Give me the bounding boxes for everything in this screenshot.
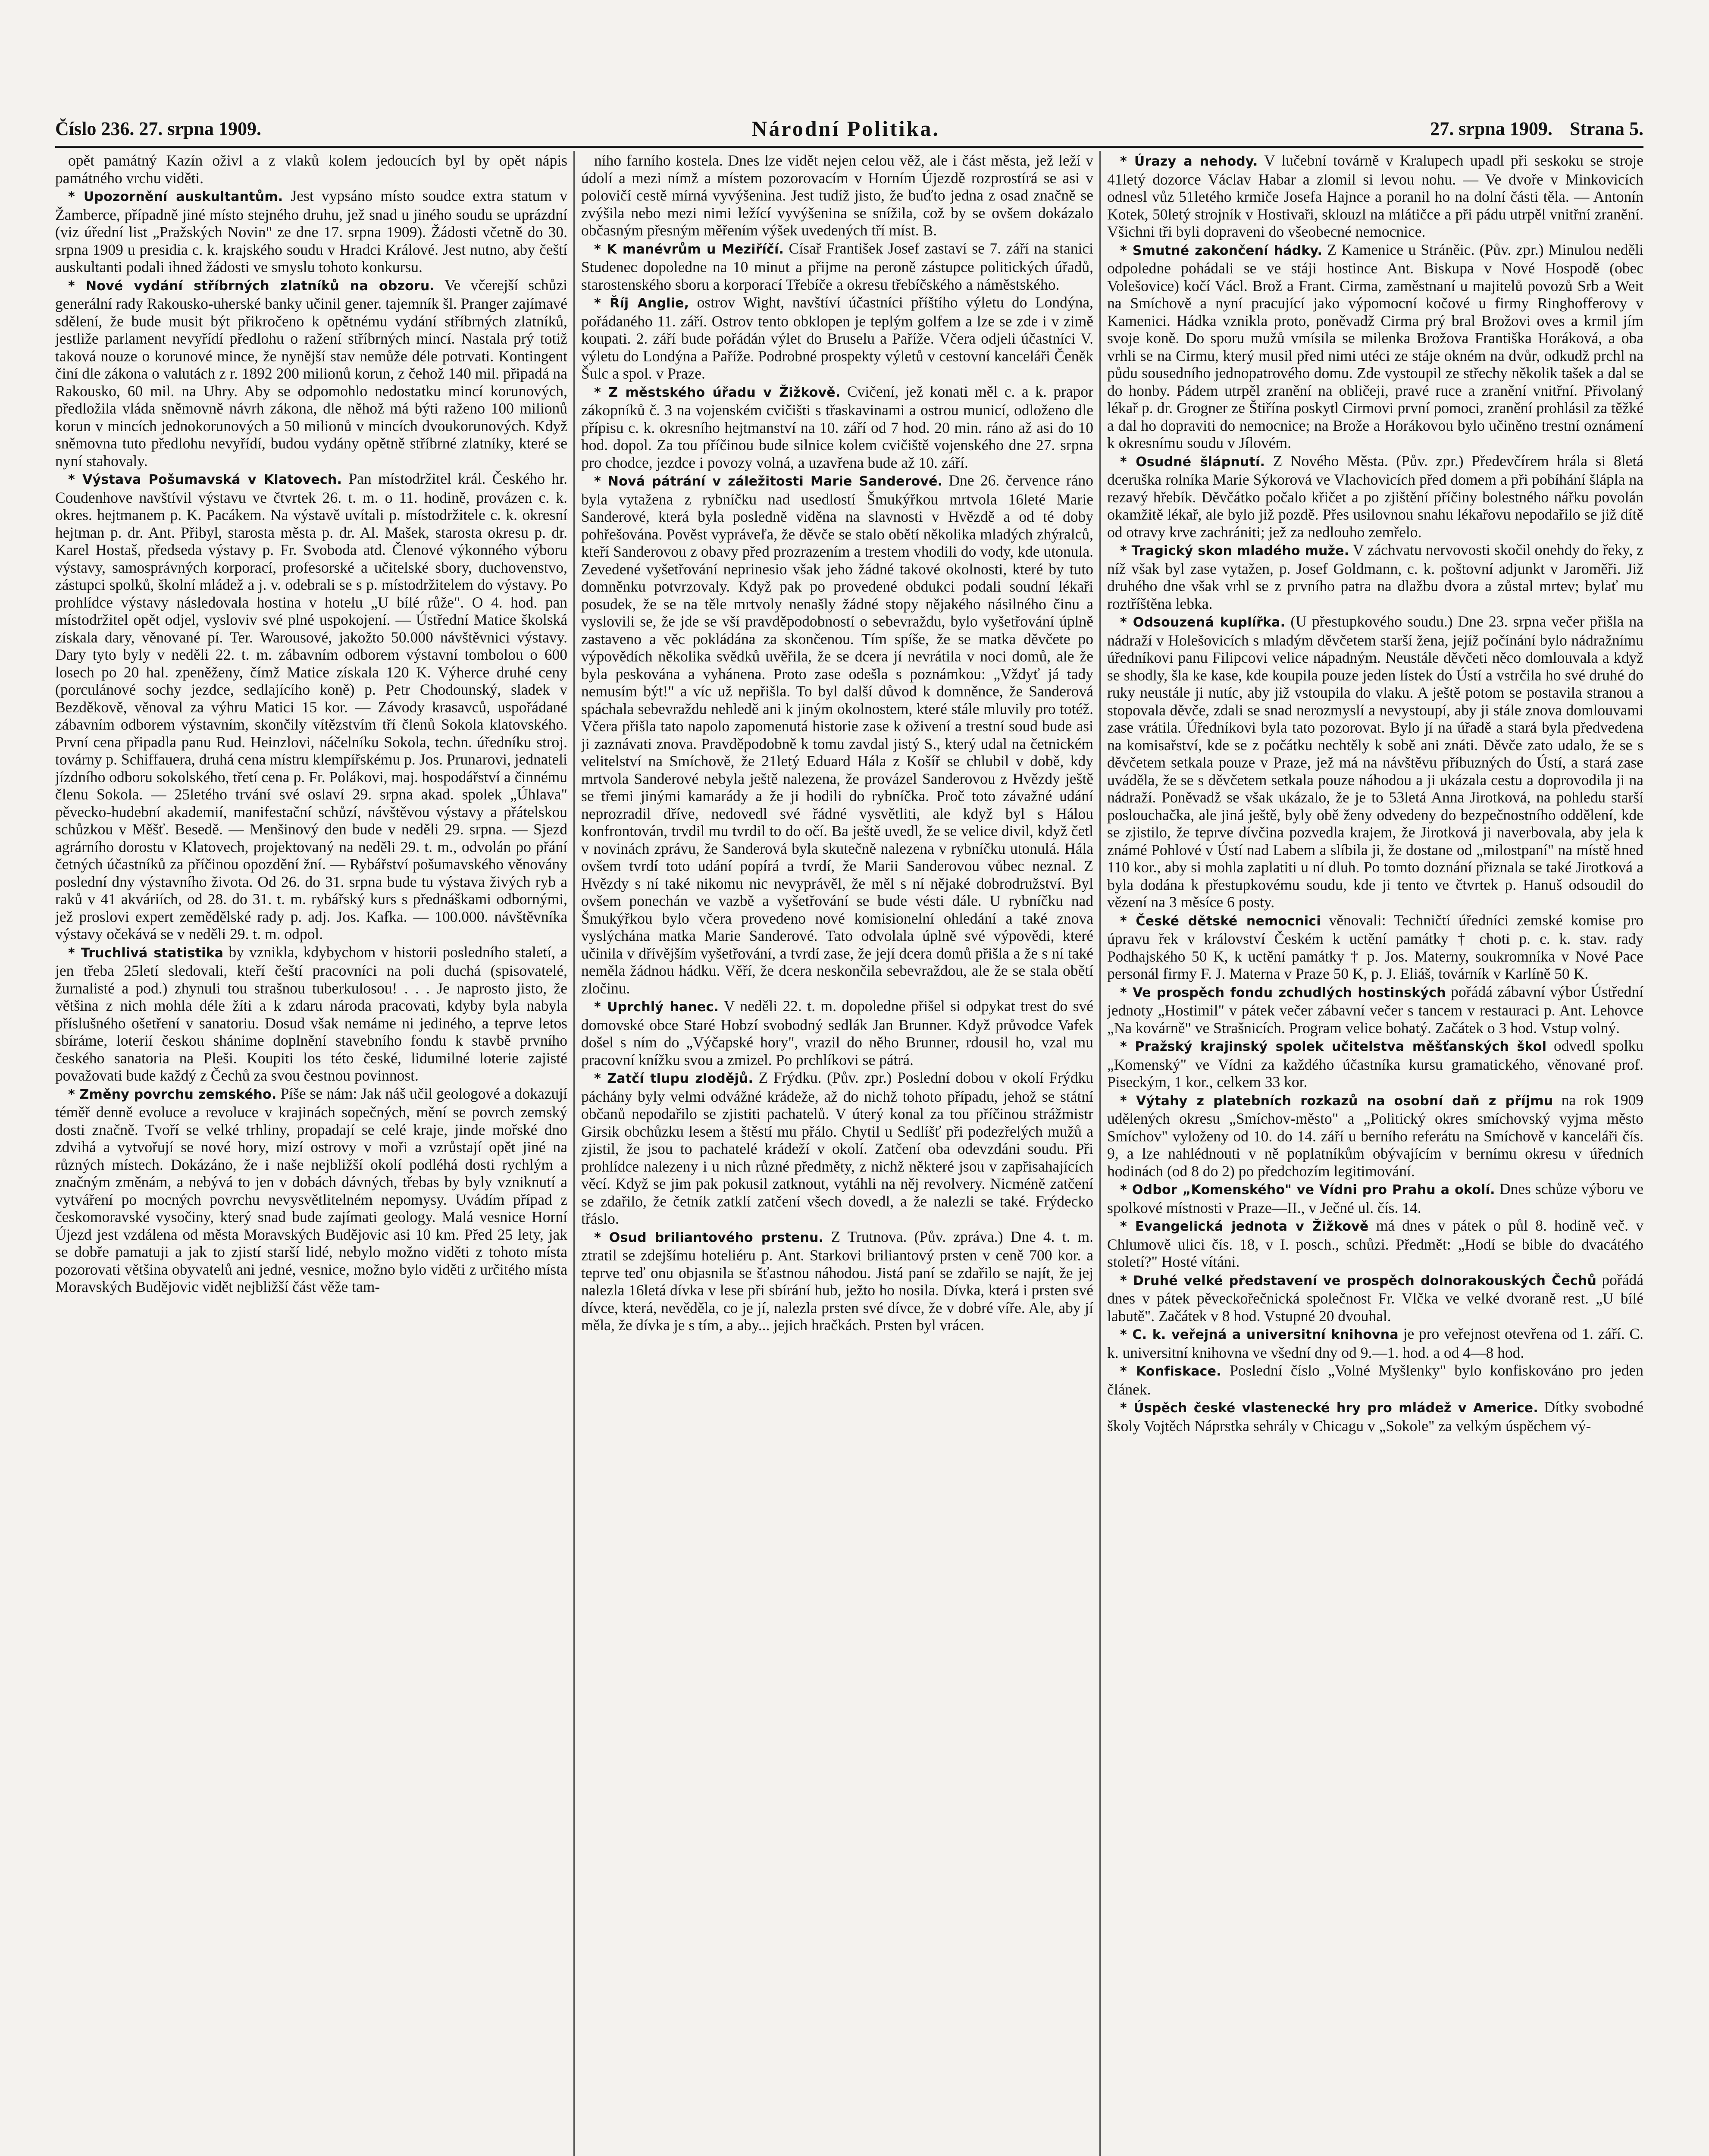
article-text: Ve včerejší schůzi generální rady Rakousko-uherské banky učinil gener. tajemník šl. Pranger zajímavé sdělení, že bude musit být přikročeno k opětnému vydání stříbrných zlatníků, jestliže parlament nevyřídí předlohu o ražení stříbrných mincí. Nastala prý totiž taková nouze o korunové mince, že nynější stav nemůže déle potrvati. Kontingent činí dle zákona o valutách z r. 1892 200 milionů korun, z čehož 140 mil. připadá na Rakousko, 60 mil. na Uhry. Aby se odpomohlo nedostatku mincí korunových, předložila vláda sněmovně návrh zákona, dle něhož má býti raženo 100 milionů korun v mincích jednokorunových a 50 milionů v mincích dvoukorunových. Když sněmovna tuto předlohu nevyřídí, budou vydány opětně stříbrné zlatníky, které se nyní stahovaly. (55, 276, 567, 470)
article-paragraph (1107, 452, 1643, 541)
article-paragraph (1107, 1398, 1643, 1435)
article-heading: * Konfiskace. (1120, 1364, 1221, 1379)
article-text: by vznikla, kdybychom v historii posledního staletí, a jen třeba 25letí sledovali, kteří čeští pracovníci na poli duchá (spisovatelé, žurnalisté a pod.) zhynuli tou strašnou tuberkulosou! . . . Je naprosto jisto, že většina z nich mohla déle žíti a k zdaru národa pracovati, kdyby byla nabyla příslušného ošetření v sanatoriu. Dosud však nemáme ni jediného, a teprve letos sbíráme, loterií českou shánime doplnění stavebního fondu k stavbě prvního českého sanatoria na Pleši. Koupiti los této české, lidumilné loterie zajisté považovati bude každý z Čechů za svou čestnou povinnost. (55, 943, 567, 1084)
article-paragraph (581, 1228, 1093, 1334)
article-heading: * Druhé velké představení ve prospěch dolnorakouských Čechů (1120, 1273, 1597, 1288)
article-heading: * Odbor „Komenského" ve Vídni pro Prahu a okolí. (1120, 1182, 1495, 1197)
article-text: má dnes v pátek o půl 8. hodině več. v Chlumově ulici čís. 18, v I. posch., schůzi. Předmět: „Hodí se bible do dvacátého století?" Hosté vítáni. (1107, 1217, 1643, 1270)
article-heading: * Úspěch české vlastenecké hry pro mládež v Americe. (1120, 1401, 1538, 1416)
article-text: pořádá dnes v pátek pěveckořečnická společnost Fr. Vlčka ve velké dvoraně rest. „U bílé labutě". Začátek v 8 hod. Vstupné 20 dvouhal. (1107, 1271, 1643, 1325)
article-heading: * Smutné zakončení hádky. (1120, 243, 1323, 258)
article-paragraph (1107, 241, 1643, 452)
column-3 (1107, 152, 1643, 2156)
article-text: (U přestupkového soudu.) Dne 23. srpna večer přišla na nádraží v Holešovicích s mladým děvčetem starší žena, jejíž počínání bylo nádražnímu úředníkovi panu Filipcovi velice nápadným. Neustále děvčeti něco domlouvala a když se shodly, šla ke kase, kde koupila pouze jeden lístek do Ústí a vstrčila ho své druhé do ruky neustále ji nutíc, aby již vstoupila do vlaku. A ještě potom se postavila stranou a stopovala děvče, zdali se snad nerozmyslí a nevystoupí, aby ji stále znova domlouvami zase vrátila. Úředníkovi byla tato pozorovat. Bylo jí na úřadě a stará byla předvedena na komisařství, kde se z počátku nechtěly k sobě ani znáti. Děvče zato udalo, že se s děvčetem setkala pouze v Praze, jež má na návštěvu příbuzných do Ústí, a stará zase uváděla, že se s děvčetem setkala pouze náhodou a ji ukázala cestu a doprovodila ji na nádraží. Poněvadž se však ukázalo, že je to 53letá Anna Jirotková, na pohledu starší poslouchačka, ale jiná ještě, byly obě ženy odvedeny do bezpečnostního oddělení, kde se zjistilo, že teprve dívčina pozvedla krajem, že Jirotková ji naverbovala, aby jela k známé Pohlové v Ústí nad Labem a slíbila ji, že dostane od „milostpaní" na místě hned 110 kor., aby si mohla zaplatiti u ní dluh. Po tomto doznání přiznala se také Jirotková a byla dodána k přestupkovému soudu, kde ji tento ve čtvrtek p. Hanuš odsoudil do vězení na 3 měsíce 6 posty. (1107, 613, 1643, 911)
column-1 (55, 152, 567, 2156)
article-paragraph (1107, 1180, 1643, 1216)
article-heading: * Říj Anglie, (594, 296, 689, 311)
article-paragraph (55, 152, 567, 187)
article-text: Dnes schůze výboru ve spolkové místnosti v Praze—II., v Ječné ul. čís. 14. (1107, 1180, 1643, 1216)
article-heading: * Změny povrchu zemského. (68, 1087, 277, 1102)
article-text: Císař František Josef zastaví se 7. září na stanici Studenec dopoledne na 10 minut a přijme na peroně zástupce politických úřadů, starostenského sboru a korporací Třebíče a okresu třebíčského a náměstského. (581, 239, 1093, 293)
article-heading: * Osud briliantového prstenu. (594, 1230, 824, 1245)
article-heading: * Upozornění auskultantům. (68, 189, 283, 204)
article-heading: * Tragický skon mladého muže. (1120, 543, 1349, 558)
article-text: Píše se nám: Jak náš učil geologové a dokazují téměř denně evoluce a revoluce v krajinách sopečných, mění se povrch zemský dosti značně. Tvoří se velké trhliny, propadají se celé kraje, jinde mořské dno zdvihá a vytvořují se nové hory, mizí ostrovy v moři a vzrůstají opět jiné na různých místech. Dokázáno, že i naše nejbližší okolí podléhá dosti rychlým a značným změnám, a nebývá to jen v dobách dávných, třebas by byly vzniknutí a vytváření po mocných povrchu nevysvětlitelném nepomysy. Uvádím případ z českomoravské vysočiny, který snad bude zajímati geology. Malá vesnice Horní Újezd jest vzdálena od města Moravských Budějovic asi 10 km. Před 25 lety, jak se dobře pamatuji a jak to zjistí starší lidé, nebylo možno viděti z tohoto místa pozorovati většina obyvatelů ani jedné, vesnice, možno bylo viděti z určitého místa Moravských Budějovic vidět nejbližší část věže tam- (55, 1084, 567, 1295)
article-text: opět památný Kazín oživl a z vlaků kolem jedoucích byl by opět nápis památného vrchu viděti. (55, 152, 567, 187)
article-text: Z Frýdku. (Pův. zpr.) Poslední dobou v okolí Frýdku páchány byly velmi odvážné krádeže, až do nichž tohoto případu, jehož se státní občanů nepodařilo se zjistiti pachatelů. V úterý konal za tou příčinou strážmistr Girsik obchůzku lesem a štěstí mu přálo. Chytil u Sedlíšť při podezřelých mužů a zjistil, že jsou to pachatelé krádeží v okolí. Zatčení oba odevzdáni soudu. Při prohlídce nalezeny i u nich různé předměty, z nichž některé jsou v zapřisahajících věcí. Když se jim pak pokusil zatknout, vytáhli na něj revolvery. Nicméně zatčení se zdařilo, že četník zatklí zatčení všech dovedl, a že nalezli se také. Frýdecko třáslo. (581, 1069, 1093, 1227)
article-text: ostrov Wight, navštíví účastníci příštího výletu do Londýna, pořádaného 11. září. Ostrov tento obklopen je teplým golfem a lze se zde i v zimě koupati. 2. září bude pořádán výlet do Bruselu a Paříže. Včera odjeli účastníci V. výletu do Londýna a Paříže. Podrobné prospekty výletů v cestovní kanceláři Čeněk Šulc a spol. v Praze. (581, 294, 1093, 382)
article-paragraph (581, 997, 1093, 1069)
article-paragraph (1107, 1325, 1643, 1361)
article-paragraph (581, 152, 1093, 239)
header-right (1430, 118, 1643, 140)
article-text: Poslední číslo „Volné Myšlenky" bylo konfiskováno pro jeden článek. (1107, 1362, 1643, 1398)
article-text: Cvičení, jež konati měl c. a k. prapor zákopníků č. 3 na vojenském cvičišti s třaskavinami a ostrou municí, odloženo dle přípisu c. k. okresního hejtmanství na 10. září od 7 hod. 20 min. ráno až asi do 10 hod. dopol. Za tou příčinou bude silnice kolem cvičiště vojenského dne 27. srpna pro chodce, jezdce i povozy volná, a uzavřena bude až 10. září. (581, 382, 1093, 471)
issue-info: Číslo 236. 27. srpna 1909. (55, 118, 261, 139)
article-text: ního farního kostela. Dnes lze vidět nejen celou věž, ale i část města, jež leží v údolí a mezi nímž a místem pozorovacím v Horním Újezdě rozprostírá se asi v polovičí cestě mírná vyvýšenina. Jest tudíž jisto, že buďto jedna z osad značně se zvýšila nebo mezi nimi ležící vyvýšenina se snížila, což by se ovšem dokázalo občasným přesným měřením výšek uvedených tří míst. B. (581, 152, 1093, 239)
article-paragraph (1107, 1037, 1643, 1091)
article-heading: * Evangelická jednota v Žižkově (1120, 1219, 1369, 1234)
column-divider (573, 151, 575, 2156)
article-heading: * K manévrům u Meziříčí. (594, 241, 784, 257)
article-heading: * Odsouzená kuplířka. (1120, 615, 1286, 630)
article-heading: * Nová pátrání v záležitosti Marie Sanderové. (594, 474, 943, 489)
article-text: je pro veřejnost otevřena od 1. září. C. k. universitní knihovna ve všední dny od 9.—1. hod. a od 4—8 hod. (1107, 1325, 1643, 1361)
article-text: pořádá zábavní výbor Ústřední jednoty „Hostimil" v pátek večer zábavní večer s tancem v restauraci p. Ant. Lehovce „Na kovárně" ve Strašnicích. Program velice bohatý. Začátek o 3 hod. Vstup volný. (1107, 983, 1643, 1037)
column-divider (1099, 151, 1101, 2156)
article-paragraph (581, 1069, 1093, 1228)
article-text: V lučební továrně v Kralupech upadl při seskoku se stroje 41letý dozorce Václav Habar a zlomil si levou nohu. — Ve dvoře v Minkovicích odnesl vůz 51letého krmiče Josefa Hajnce a poranil ho na dolní části těla. — Antonín Kotek, 50letý strojník v Hostivaři, sklouzl na mlátičce a při pádu utrpěl vnitřní zranění. Všichni tři byli dopraveni do všeobecné nemocnice. (1107, 152, 1643, 240)
article-heading: * Z městského úřadu v Žižkově. (594, 385, 841, 400)
article-paragraph (581, 240, 1093, 294)
article-heading: * Pražský krajinský spolek učitelstva měšťanských škol (1120, 1039, 1547, 1054)
article-text: Z Trutnova. (Pův. zpráva.) Dne 4. t. m. ztratil se zdejšímu hoteliéru p. Ant. Starkovi briliantový prsten v ceně 700 kor. a teprve teď onu objasnila se šťastnou náhodou. Jistá paní se zdařilo se najít, že jej nalezla 16letá dívka v lese při sbírání hub, ježto ho nosila. Dívka, která i prsten své dívce, která, nevěděla, co je jí, nalezla prsten své dívce, že v dobré víře. Ale, aby jí měla, že dívka je s tím, a aby... jejich hračkách. Prsten byl vrácen. (581, 1228, 1093, 1334)
article-paragraph (1107, 1091, 1643, 1180)
column-2 (581, 152, 1093, 2156)
page-header (55, 116, 1643, 141)
header-date: 27. srpna 1909. (1430, 118, 1552, 139)
article-paragraph (1107, 1271, 1643, 1325)
article-heading: * Truchlivá statistika (68, 945, 224, 961)
article-heading: * Nové vydání stříbrných zlatníků na obzoru. (68, 278, 435, 294)
article-paragraph (1107, 613, 1643, 911)
article-heading: * Osudné šlápnutí. (1120, 454, 1265, 470)
article-paragraph (55, 187, 567, 276)
header-rule (55, 146, 1643, 148)
article-paragraph (1107, 983, 1643, 1037)
page-number: Strana 5. (1569, 118, 1643, 139)
article-heading: * Výstava Pošumavská v Klatovech. (68, 472, 342, 487)
article-paragraph (581, 383, 1093, 472)
article-text: Dítky svobodné školy Vojtěch Náprstka sehrály v Chicagu v „Sokole" za velkým úspěchem vý- (1107, 1398, 1643, 1435)
article-text: Dne 26. července ráno byla vytažena z rybníčku nad usedlostí Šmukýřkou mrtvola 16leté Marie Sanderové, která byla posledně viděna na slavnosti v Hvězdě a od té doby pohřešována. Pověst vypráveľa, že děvče se stalo obětí několika mladých zhýralců, kteří Sanderovou z obavy před prozrazením a trestem vhodili do vody, kde utonula. Zevedené vyšetřování neprinesio však jeho žádné takové okolnosti, které by tuto domněnku potvrzovaly. Když pak po provedené obdukci podali soudní lékaři posudek, že se na těle mrtvoly nenašly žádné stopy nějakého násilného činu a vyslovili se, že jde se vší pravděpodobností o sebevraždu, bylo vyšetřování úplně zastaveno a věc pokládána za skončenou. Tím spíše, že se matka děvčete po výpovědích několika svědků uvěřila, že se dcera jí nevrátila v noci domů, ale že byla peskována a vyhánena. Proto zase odešla s poznámkou: „Vždyť já tady nemusím být!" a víc už nepřišla. To byl další důvod k domněnce, že Sanderová spáchala sebevraždu nehledě ani k jiným okolnostem, které stále mluvily pro totéž. Včera přišla tato napolo zapomenutá historie zase k oživení a trestní soud bude asi ji zaznávati znova. Pravděpodobně k tomu zavdal jistý S., který udal na četnickém velitelství na Smíchově, že 21letý Eduard Hála z Košíř se chlubil v době, kdy mrtvola Sanderové nebyla ještě nalezena, že provázel Sanderovou z Hvězdy ještě se třemi jinými kamarády a že ji hodili do rybníčka. Proč toto závažné udání neprozradil dříve, nedovedl své řádné vysvětliti, ale když byl s Hálou konfrontován, trvdil mu tvrdil to do očí. Ba ještě uvedl, že se velice divil, když četl v novinách zprávu, že Sanderová byla skutečně nalezena v rybníčku utonulá. Hála ovšem tvrdí toto udání popírá a tvrdí, že Marii Sanderovou vůbec neznal. Z Hvězdy s ní také nikomu nic nevyprávěl, že měl s ní nějaké dobrodružství. Byl ovšem ponechán ve vazbě a vyšetřování se bude vésti dále. U rybníčku nad Šmukýřkou bylo včera provedeno nové komisionelní ohledání a také znova vyslýchána matka Marie Sanderové. Tato odvolala úplně své výpovědi, které učinila v dřívějším vyšetřování, a tvrdí zase, že její dcera domů přišla a že s ní také neměla žádnou hádku. Věří, že dcera neskončila sebevraždou, ale že se stala obětí zločinu. (581, 472, 1093, 997)
article-text: V neděli 22. t. m. dopoledne přišel si odpykat trest do své domovské obce Staré Hobzí svobodný sedlák Jan Brunner. Když průvodce Vafek došel s ním do „Výčapské hory", vrazil do něho Brunner, rdousil ho, vzal mu pracovní knížku svou a zmizel. Po prchlíkovi se pátrá. (581, 997, 1093, 1069)
article-paragraph (55, 470, 567, 943)
article-paragraph (55, 1085, 567, 1296)
article-paragraph (1107, 1362, 1643, 1398)
article-text: Pan místodržitel král. Českého hr. Coudenhove navštívil výstavu ve čtvrtek 26. t. m. o 11. hodině, provázen c. k. okres. hejtmanem p. K. Pacákem. Na výstavě uvítali p. místodržitele c. k. okresní hejtman p. dr. Ant. Přibyl, starosta města p. dr. Al. Mašek, starosta okresu p. dr. Karel Hostaš, předseda výstavy p. Fr. Svoboda atd. Členové výkonného výboru výstavy, samosprávných korporací, profesorské a učitelské sbory, duchovenstvo, zástupci spolků, školní mládež a j. v. odebrali se s p. místodržitelem do výstavy. Po prohlídce výstavy následovala hostina v hotelu „U bílé růže". O 4. hod. pan místodržitel opět odjel, vysloviv své plné uspokojení. — Ústřední Matice školská získala dary, věnované pí. Ter. Warousové, jakožto 50.000 návštěvnici výstavy. Dary tyto byly v neděli 22. t. m. zábavním odborem výstavní tombolou o 600 losech po 20 hal. zpeněženy, čímž Matice získala 120 K. Výherce druhé ceny (porculánové sochy jezdce, sedlajícího koně) p. Petr Chodounský, sladek v Bezděkově, věnoval za výhru Matici 15 kor. — Závody krasavců, uspořádané zábavním odborem výstavním, skončily vítězstvím tří členů Sokola klatovského. První cena připadla panu Rud. Heinzlovi, náčelníku Sokola, techn. úředníku stroj. továrny p. Schiffauera, druhá cena místru klempířskému p. Jos. Prunarovi, jednateli jízdního odboru sokolského, třetí cena p. Fr. Polákovi, maj. hospodářství a činnému členu Sokola. — 25letého trvání své oslaví 29. srpna akad. spolek „Úhlava" pěvecko-hudební akademií, manifestační schůzí, návštěvou výstavy a přátelskou schůzkou v Měšť. Besedě. — Menšinový den bude v neděli 29. srpna. — Sjezd agrárního dorostu v Klatovech, projektovaný na neděli 29. t. m., odvolán po přání četných účastníků za příčinou opozdění žní. — Rybářství pošumavského věnovány poslední dny výstavního života. Od 26. do 31. srpna bude tu výstava živých ryb a raků v 41 akváriích, od 28. do 31. t. m. rybářský kurs s přednáškami odbornými, jež proslovi expert zemědělské rady p. adj. Jos. Kafka. — 100.000. návštěvníka výstavy očekává se v neděli 29. t. m. odpol. (55, 470, 567, 943)
article-heading: * České dětské nemocnici (1120, 913, 1321, 929)
article-text: odvedl spolku „Komenský" ve Vídni za každého účastníka kursu gramatického, věnované prof. Piseckým, 1 kor., celkem 33 kor. (1107, 1037, 1643, 1091)
article-text: věnovali: Techničtí úředníci zemské komise pro úpravu řek v království Českém k uctění památky † choti p. c. k. stav. rady Podhajského 50 K, k uctění památky † p. Jos. Materny, soukromníka v Nové Pace personál firmy F. J. Materna v Praze 50 K, p. J. Eliáš, továrník v Karlíně 50 K. (1107, 911, 1643, 982)
article-text: Jest vypsáno místo soudce extra statum v Žamberce, případně jiné místo stejného druhu, jež snad u jiného soudu se uprázdní (viz úřední list „Pražských Novin" ze dne 17. srpna 1909). Žádosti včetně do 30. srpna 1909 u presidia c. k. krajského soudu v Hradci Králové. Jest nutno, aby čeští auskultanti podali ihned žádosti ve smyslu tohoto konkursu. (55, 187, 567, 276)
article-heading: * Zatčí tlupu zlodějů. (594, 1071, 754, 1086)
article-text: V záchvatu nervovosti skočil onehdy do řeky, z níž však byl zase vytažen, p. Josef Goldmann, c. k. poštovní adjunkt v Jaroměři. Již druhého dne však vrhl se z prvního patra na dlažbu dvora a zůstal mrtev; bylať mu roztříštěna lebka. (1107, 541, 1643, 612)
article-text: Z Kamenice u Stráněic. (Pův. zpr.) Minulou neděli odpoledne pohádali se ve stáji hostince Ant. Biskupa v Nové Hospodě (obec Volešovice) kočí Václ. Brož a Frant. Cirma, zaměstnaní u majitelů povozů Srb a Weit na Smíchově a nyní pracující jako výpomocní kočové u firmy Ringhofferovy v Kamenici. Hádka vznikla proto, poněvadž Cirma prý bral Brožovi oves a krmil jím svoje koně. Do sporu mužů vmísila se milenka Brožova Františka Horáková, a oba vrhli se na Cirmu, který musil před nimi utéci ze stáje okném na dvůr, odkudž prchl na půdu sousedního jednopatrového domu. Zde vystoupil ze střechy několik tašek a dal se do honby. Pádem utrpěl zranění na obličeji, pravé ruce a zranění vnitřní. Přivolaný lékař p. dr. Grogner ze Štiřína poskytl Cirmovi první pomoci, zranění prohlásil za těžké a dal ho dopraviti do nemocnice; na Brože a Horákovou bylo učiněno trestní oznámení k okresnímu soudu v Jílovém. (1107, 241, 1643, 451)
article-heading: * C. k. veřejná a universitní knihovna (1120, 1327, 1399, 1342)
article-text: na rok 1909 udělených okresu „Smíchov-město" a „Politický okres smíchovský vyjma město Smíchov" vyloženy od 10. do 14. září u berního referátu na Smíchově v kanceláři čís. 9, a lze nahlédnouti v ně poplatníkům obývajícím v bernímu okresu v úředních hodinách (od 8 do 2) po předchozím legitimování. (1107, 1091, 1643, 1180)
article-heading: * Ve prospěch fondu zchudlých hostinských (1120, 985, 1446, 1000)
article-paragraph (55, 943, 567, 1084)
article-heading: * Výtahy z platebních rozkazů na osobní daň z příjmu (1120, 1093, 1553, 1109)
article-paragraph (1107, 1217, 1643, 1271)
article-paragraph (581, 472, 1093, 997)
article-text: Z Nového Města. (Pův. zpr.) Předevčírem hrála si 8letá dceruška rolníka Marie Sýkorová ve Vlachovicích před domem a při pobíhání šlápla na rezavý hřebík. Děvčátko počalo křičet a po zjištění příčiny bolestného nářku povolán okamžitě lékař, ale bylo již pozdě. Přes usilovnou snahu lékařovu nepodařilo se již dítě od otravy krve zachrániti; jež za nedlouho zemřelo. (1107, 452, 1643, 541)
newspaper-title: Národní Politika. (751, 116, 940, 141)
article-paragraph (581, 294, 1093, 382)
article-heading: * Úrazy a nehody. (1120, 154, 1258, 169)
article-heading: * Uprchlý hanec. (594, 1000, 719, 1015)
article-paragraph (1107, 152, 1643, 241)
article-paragraph (1107, 541, 1643, 612)
article-paragraph (1107, 912, 1643, 983)
article-paragraph (55, 276, 567, 470)
